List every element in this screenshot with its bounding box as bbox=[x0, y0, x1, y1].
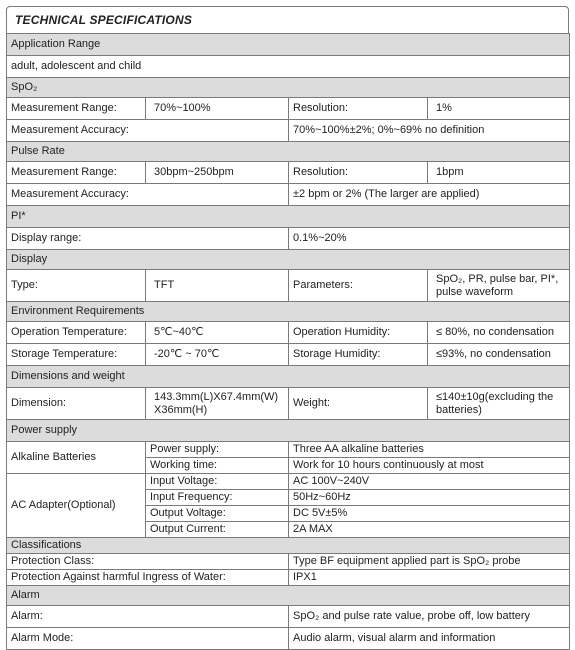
operation-humidity-label: Operation Humidity: bbox=[289, 322, 428, 344]
section-header: Power supply bbox=[7, 420, 570, 442]
power-row-label: Input Voltage: bbox=[146, 474, 289, 490]
spo2-resolution-value: 1% bbox=[428, 98, 570, 120]
power-row-label: Output Current: bbox=[146, 522, 289, 538]
table-row bbox=[7, 442, 570, 458]
spec-table bbox=[6, 33, 570, 650]
section-header: Dimensions and weight bbox=[7, 366, 570, 388]
dimension-value: 143.3mm(L)X67.4mm(W) X36mm(H) bbox=[146, 388, 289, 420]
section-pulse-rate bbox=[7, 142, 570, 162]
protection-class-value: Type BF equipment applied part is SpO₂ probe bbox=[289, 554, 570, 570]
table-row bbox=[7, 184, 570, 206]
section-dimensions bbox=[7, 366, 570, 388]
section-header: SpO₂ bbox=[7, 78, 570, 98]
ingress-protection-label: Protection Against harmful Ingress of Water: bbox=[7, 570, 289, 586]
alarm-mode-label: Alarm Mode: bbox=[7, 628, 289, 650]
table-row bbox=[7, 554, 570, 570]
ac-adapter-label: AC Adapter(Optional) bbox=[7, 474, 146, 538]
weight-value: ≤140±10g(excluding the batteries) bbox=[428, 388, 570, 420]
section-header: Display bbox=[7, 250, 570, 270]
table-row bbox=[7, 570, 570, 586]
spo2-range-value: 70%~100% bbox=[146, 98, 289, 120]
pr-accuracy-label: Measurement Accuracy: bbox=[7, 184, 289, 206]
table-row bbox=[7, 474, 570, 490]
section-header: Application Range bbox=[7, 34, 570, 56]
section-header: PI* bbox=[7, 206, 570, 228]
table-row bbox=[7, 98, 570, 120]
spo2-accuracy-label: Measurement Accuracy: bbox=[7, 120, 289, 142]
title-bar bbox=[6, 6, 569, 33]
pi-display-range-label: Display range: bbox=[7, 228, 289, 250]
protection-class-label: Protection Class: bbox=[7, 554, 289, 570]
alarm-label: Alarm: bbox=[7, 606, 289, 628]
operation-temperature-value: 5℃~40℃ bbox=[146, 322, 289, 344]
power-row-value: DC 5V±5% bbox=[289, 506, 570, 522]
pr-resolution-label: Resolution: bbox=[289, 162, 428, 184]
table-row bbox=[7, 606, 570, 628]
storage-humidity-value: ≤93%, no condensation bbox=[428, 344, 570, 366]
pr-range-label: Measurement Range: bbox=[7, 162, 146, 184]
alarm-value: SpO₂ and pulse rate value, probe off, low battery bbox=[289, 606, 570, 628]
power-row-label: Power supply: bbox=[146, 442, 289, 458]
table-row bbox=[7, 162, 570, 184]
spo2-resolution-label: Resolution: bbox=[289, 98, 428, 120]
display-type-label: Type: bbox=[7, 270, 146, 302]
alarm-mode-value: Audio alarm, visual alarm and information bbox=[289, 628, 570, 650]
spo2-range-label: Measurement Range: bbox=[7, 98, 146, 120]
table-row bbox=[7, 120, 570, 142]
alkaline-batteries-label: Alkaline Batteries bbox=[7, 442, 146, 474]
section-pi bbox=[7, 206, 570, 228]
table-row bbox=[7, 322, 570, 344]
pr-resolution-value: 1bpm bbox=[428, 162, 570, 184]
document-title: TECHNICAL SPECIFICATIONS bbox=[15, 13, 193, 27]
section-display bbox=[7, 250, 570, 270]
table-row bbox=[7, 56, 570, 78]
storage-temperature-value: -20℃ ~ 70℃ bbox=[146, 344, 289, 366]
pr-accuracy-value: ±2 bpm or 2% (The larger are applied) bbox=[289, 184, 570, 206]
ingress-protection-value: IPX1 bbox=[289, 570, 570, 586]
section-alarm bbox=[7, 586, 570, 606]
application-range-value: adult, adolescent and child bbox=[7, 56, 570, 78]
storage-temperature-label: Storage Temperature: bbox=[7, 344, 146, 366]
power-row-label: Output Voltage: bbox=[146, 506, 289, 522]
power-row-value: Work for 10 hours continuously at most bbox=[289, 458, 570, 474]
section-header: Classifications bbox=[7, 538, 570, 554]
table-row bbox=[7, 270, 570, 302]
section-power-supply bbox=[7, 420, 570, 442]
power-row-value: 50Hz~60Hz bbox=[289, 490, 570, 506]
table-row bbox=[7, 344, 570, 366]
power-row-value: Three AA alkaline batteries bbox=[289, 442, 570, 458]
section-environment bbox=[7, 302, 570, 322]
section-spo2 bbox=[7, 78, 570, 98]
table-row bbox=[7, 388, 570, 420]
weight-label: Weight: bbox=[289, 388, 428, 420]
operation-temperature-label: Operation Temperature: bbox=[7, 322, 146, 344]
storage-humidity-label: Storage Humidity: bbox=[289, 344, 428, 366]
operation-humidity-value: ≤ 80%, no condensation bbox=[428, 322, 570, 344]
spo2-accuracy-value: 70%~100%±2%; 0%~69% no definition bbox=[289, 120, 570, 142]
display-parameters-value: SpO₂, PR, pulse bar, PI*, pulse waveform bbox=[428, 270, 570, 302]
power-row-label: Input Frequency: bbox=[146, 490, 289, 506]
section-application-range bbox=[7, 34, 570, 56]
spec-sheet bbox=[6, 6, 569, 650]
display-parameters-label: Parameters: bbox=[289, 270, 428, 302]
pr-range-value: 30bpm~250bpm bbox=[146, 162, 289, 184]
section-header: Pulse Rate bbox=[7, 142, 570, 162]
power-row-label: Working time: bbox=[146, 458, 289, 474]
section-header: Environment Requirements bbox=[7, 302, 570, 322]
dimension-label: Dimension: bbox=[7, 388, 146, 420]
display-type-value: TFT bbox=[146, 270, 289, 302]
pi-display-range-value: 0.1%~20% bbox=[289, 228, 570, 250]
section-classifications bbox=[7, 538, 570, 554]
section-header: Alarm bbox=[7, 586, 570, 606]
power-row-value: AC 100V~240V bbox=[289, 474, 570, 490]
power-row-value: 2A MAX bbox=[289, 522, 570, 538]
table-row bbox=[7, 228, 570, 250]
